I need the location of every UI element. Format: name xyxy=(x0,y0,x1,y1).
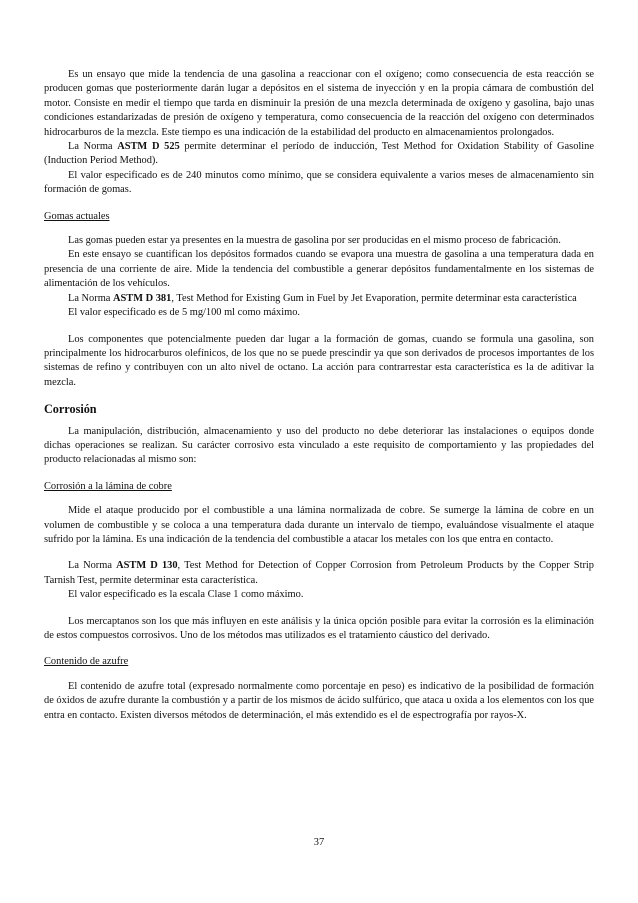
cobre-heading: Corrosión a la lámina de cobre xyxy=(44,480,172,492)
norm-prefix: La Norma xyxy=(68,141,118,153)
cobre-norm-paragraph xyxy=(44,559,594,588)
gomas-paragraph-1: Las gomas pueden estar ya presentes en la muestra de gasolina por ser producidas en el mismo proceso de fabricación. xyxy=(68,235,561,247)
norm-prefix: La Norma xyxy=(68,560,117,572)
azufre-paragraph: El contenido de azufre total (expresado normalmente como porcentaje en peso) es indicativo de la posibilidad de formación de óxidos de azufre durante la combustión y a partir de los mismos de ácido sulfúrico, que ataca u oxida a los elementos con los que entra en contacto. Existen diversos métodos de determinación, el más extendido es el de espectrografía por rayos-X. xyxy=(44,680,594,721)
norm-description: , Test Method for Detection of Copper Corrosion from Petroleum Products by the Copper Strip Tarnish Test, permite determinar esta característica. xyxy=(44,560,595,586)
cobre-paragraph-4: Los mercaptanos son los que más influyen en este análisis y la única opción posible para evitar la corrosión es la eliminación de estos compuestos corrosivos. Uno de los métodos mas utilizados es el tratamiento cáustico del derivado. xyxy=(44,615,594,641)
norm-prefix: La Norma xyxy=(68,292,114,304)
corrosion-paragraph: La manipulación, distribución, almacenamiento y uso del producto no debe deteriorar las instalaciones o equipos donde dichas operaciones se realizan. Su carácter corrosivo esta vinculado a este requisito de comportamiento y las propiedades del producto relacionadas al mismo son: xyxy=(44,425,594,466)
corrosion-heading: Corrosión xyxy=(44,402,97,417)
page-number: 37 xyxy=(313,837,325,848)
gomas-paragraph-5: Los componentes que potencialmente pueden dar lugar a la formación de gomas, cuando se formula una gasolina, son principalmente los hidrocarburos olefínicos, de los que no se puede prescindir ya que son derivados de procesos importantes de los sistemas de refino y contribuyen con un alto nivel de octano. La acción para contrarrestar esta característica es la de aditivar la mezcla. xyxy=(44,333,594,388)
cobre-paragraph-1: Mide el ataque producido por el combustible a una lámina normalizada de cobre. Se sumerge la lámina de cobre en un volumen de combustible y se coloca a una temperatura dada durante un intervalo de tiempo, evaluándose visualmente el ataque sufrido por la lámina. Es una indicación de la tendencia del combustible a atacar los metales con los que entra en contacto. xyxy=(44,505,594,545)
gomas-norm-paragraph xyxy=(44,292,594,306)
gomas-spec-paragraph: El valor especificado es de 5 mg/100 ml como máximo. xyxy=(68,307,300,319)
cobre-spec-paragraph: El valor especificado es la escala Clase 1 como máximo. xyxy=(68,589,304,601)
norm-description: permite determinar el período de inducción, Test Method for Oxidation Stability of Gasoline (Induction Period Method). xyxy=(44,141,594,167)
gomas-heading: Gomas actuales xyxy=(44,210,110,222)
azufre-heading: Contenido de azufre xyxy=(44,656,129,668)
norm-code: ASTM D 525 xyxy=(117,141,180,153)
intro-norm-paragraph xyxy=(44,140,594,169)
norm-code: ASTM D 130 xyxy=(116,560,178,572)
gomas-paragraph-2: En este ensayo se cuantifican los depósitos formados cuando se evapora una muestra de gasolina a una temperatura dada en presencia de una corriente de aire. Mide la tendencia del combustible a generar depósitos fundamentalmente en los sistemas de alimentación de los vehículos. xyxy=(44,249,594,290)
norm-code: ASTM D 381 xyxy=(113,292,172,304)
intro-paragraph: Es un ensayo que mide la tendencia de una gasolina a reaccionar con el oxígeno; como consecuencia de esta reacción se producen gomas que posteriormente darán lugar a depósitos en el sistema de inyección y en la propia cámara de combustión del motor. Consiste en medir el tiempo que tarda en disminuir la presión de una mezcla determinada de oxígeno y gasolina, bajo unas condiciones estandarizadas de presión de oxígeno y temperatura, como consecuencia de la reacción del oxígeno con determinados hidrocarburos de la mezcla. Este tiempo es una indicación de la estabilidad del producto en almacenamientos prolongados. xyxy=(44,69,594,138)
norm-description: , Test Method for Existing Gum in Fuel by Jet Evaporation, permite determinar esta característica xyxy=(171,292,577,304)
intro-spec-paragraph: El valor especificado es de 240 minutos como mínimo, que se considera equivalente a varios meses de almacenamiento sin formación de gomas. xyxy=(44,169,594,196)
